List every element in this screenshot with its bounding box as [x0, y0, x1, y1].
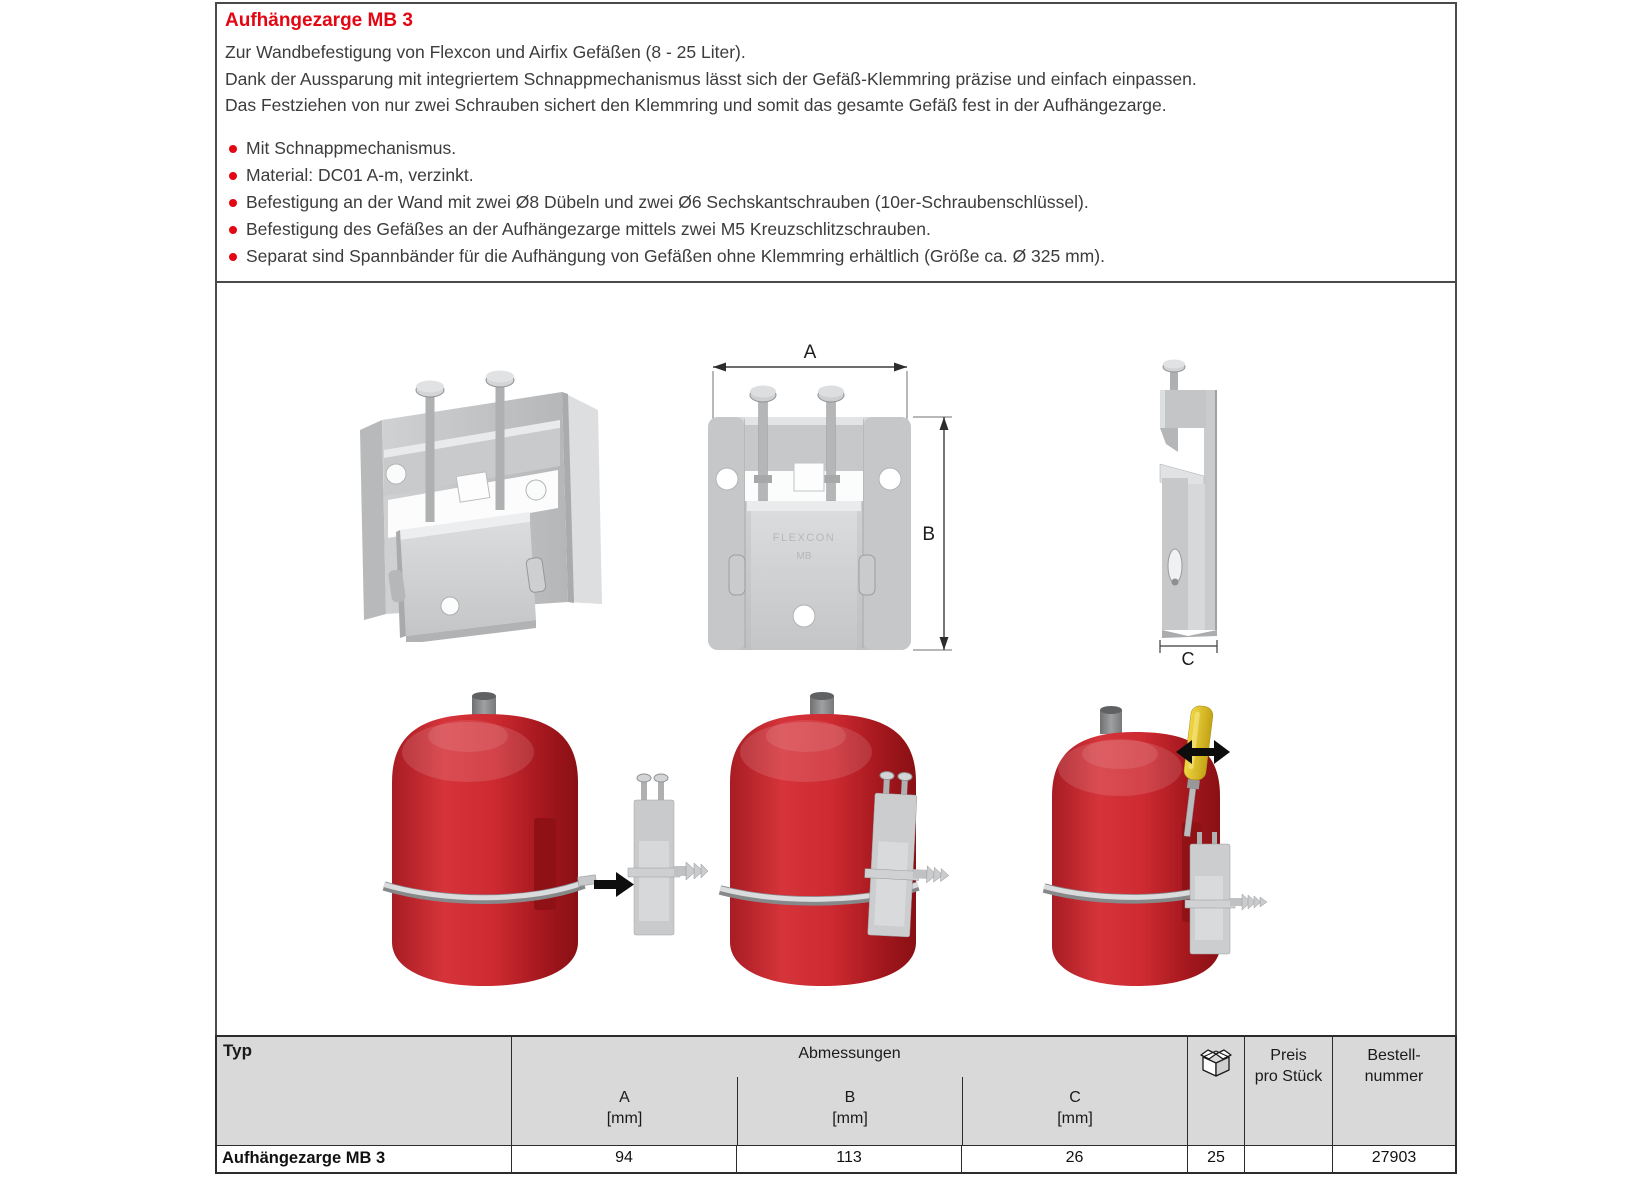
- list-item: Befestigung an der Wand mit zwei Ø8 Dübeln und zwei Ø6 Sechskantschrauben (10er-Schraubenschlüssel).: [225, 189, 1445, 216]
- insert-arrow: [594, 880, 616, 889]
- cell-packaging-qty: 25: [1187, 1146, 1244, 1172]
- list-item: Befestigung des Gefäßes an der Aufhängezarge mittels zwei M5 Kreuzschlitzschrauben.: [225, 216, 1445, 243]
- front-view-drawing: [673, 333, 968, 663]
- list-item: Material: DC01 A-m, verzinkt.: [225, 162, 1445, 189]
- list-item: Mit Schnappmechanismus.: [225, 135, 1445, 162]
- list-item: Separat sind Spannbänder für die Aufhängung von Gefäßen ohne Klemmring erhältlich (Größe ca. Ø 325 mm).: [225, 243, 1445, 270]
- clamp-brand-text: FLEXCON: [772, 532, 836, 544]
- intro-line: Dank der Aussparung mit integriertem Schnappmechanismus lässt sich der Gefäß-Klemmring präzise und einfach einpassen.: [225, 68, 1197, 89]
- bracket-photo: [628, 774, 708, 935]
- column-header-typ: Typ: [223, 1041, 252, 1060]
- column-header-price: Preis pro Stück: [1244, 1037, 1332, 1145]
- installation-photo-step3: [1040, 662, 1380, 992]
- bracket-photo: [862, 771, 954, 939]
- dimension-b-label: B: [922, 524, 935, 545]
- installation-photo-step1: [382, 690, 722, 990]
- cell-dim-a: 94: [511, 1146, 736, 1172]
- package-icon: [1198, 1045, 1234, 1079]
- column-header-dim-b: B [mm]: [737, 1077, 962, 1145]
- bullet-icon: [229, 199, 237, 207]
- table-row: [217, 1145, 1455, 1172]
- column-group-dimensions: [511, 1037, 1187, 1145]
- catalog-page-content: [215, 2, 1457, 1170]
- cell-price: [1244, 1146, 1332, 1172]
- bullet-icon: [229, 226, 237, 234]
- clamp-model-text: MB: [796, 551, 812, 562]
- column-header-dim-c: C [mm]: [962, 1077, 1187, 1145]
- table-header: [217, 1037, 1455, 1145]
- bullet-icon: [229, 172, 237, 180]
- description-section: [215, 2, 1457, 283]
- cell-dim-c: 26: [961, 1146, 1187, 1172]
- cell-typ: Aufhängezarge MB 3: [222, 1149, 386, 1167]
- bracket-photo: [1185, 832, 1267, 954]
- column-header-dim-a: A [mm]: [606, 1089, 643, 1127]
- column-header-order-number: Bestell- nummer: [1332, 1037, 1455, 1145]
- dimension-c-label: C: [1181, 649, 1195, 669]
- intro-line: Zur Wandbefestigung von Flexcon und Airfix Gefäßen (8 - 25 Liter).: [225, 42, 746, 62]
- side-view-drawing: [1090, 352, 1240, 670]
- cell-order-number: 27903: [1332, 1146, 1455, 1172]
- dimension-a-label: A: [803, 342, 817, 363]
- perspective-view-drawing: [330, 362, 660, 642]
- feature-list: [225, 135, 1445, 270]
- page-title: Aufhängezarge MB 3: [225, 10, 413, 31]
- intro-line: Das Festziehen von nur zwei Schrauben sichert den Klemmring und somit das gesamte Gefäß fest in der Aufhängezarge.: [225, 95, 1167, 115]
- bullet-icon: [229, 145, 237, 153]
- bullet-icon: [229, 253, 237, 261]
- intro-paragraph: [225, 39, 1445, 119]
- cell-dim-b: 113: [736, 1146, 961, 1172]
- column-header-dimensions: Abmessungen: [798, 1045, 901, 1062]
- column-header-packaging: [1187, 1037, 1244, 1145]
- product-table: [215, 1035, 1457, 1174]
- installation-photo-step2: [712, 690, 1052, 990]
